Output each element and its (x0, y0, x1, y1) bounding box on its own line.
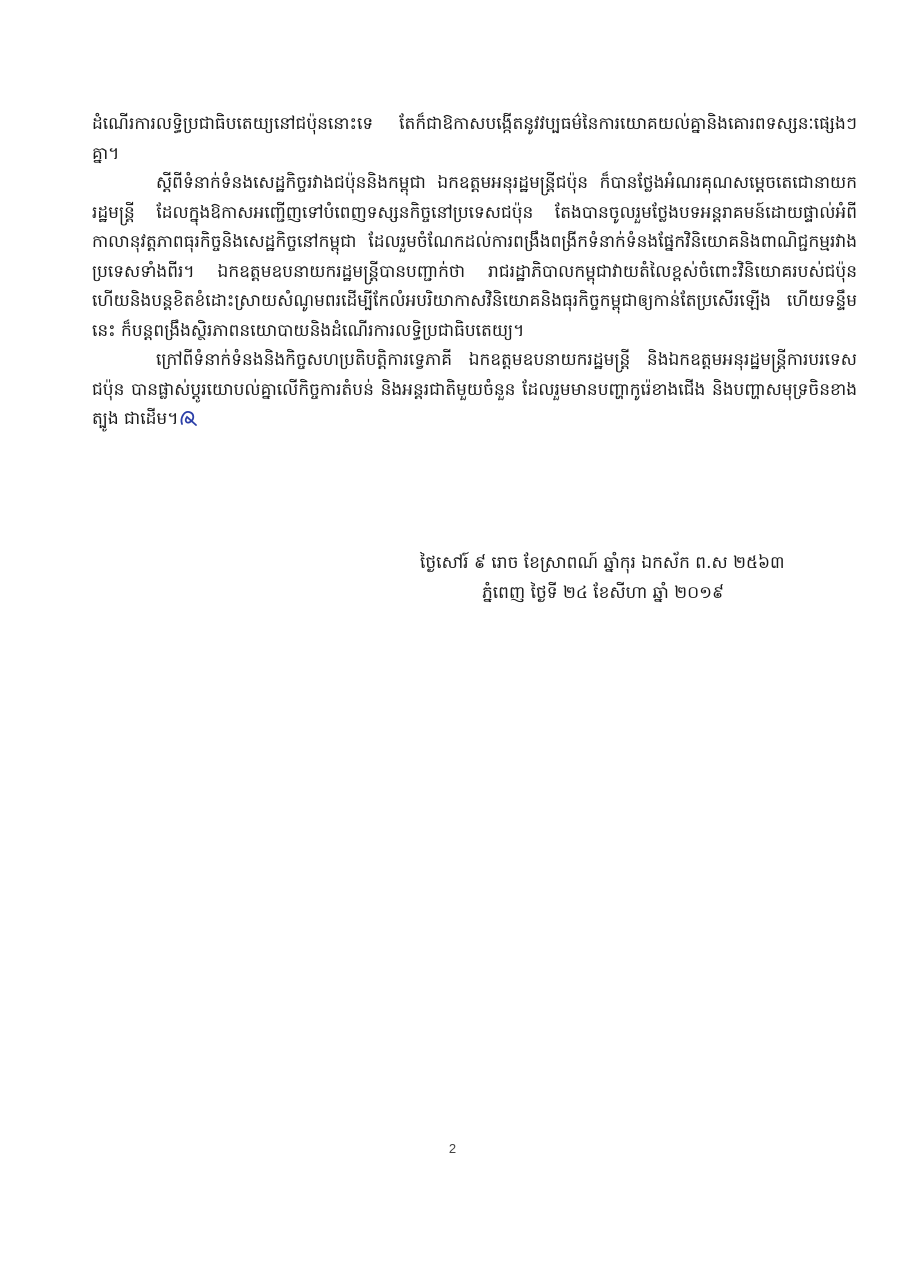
paragraph-economic-relations: ស្តីពីទំនាក់ទំនងសេដ្ឋកិច្ចរវាងជប៉ុននិងកម្ពុជា ឯកឧត្តមអនុរដ្ឋមន្ត្រីជប៉ុន ក៏បានថ្លែងអំណរគុណសម្តេចតេជោនាយករដ្ឋមន្ត្រី ដែលក្នុងឱកាសអញ្ជើញទៅបំពេញទស្សនកិច្ចនៅប្រទេសជប៉ុន តែងបានចូលរួមថ្លែងបទអន្តរាគមន៍ដោយផ្ទាល់អំពីកាលានុវត្តភាពធុរកិច្ចនិងសេដ្ឋកិច្ចនៅកម្ពុជា ដែលរួមចំណែកដល់ការពង្រឹងពង្រីកទំនាក់ទំនងផ្នែកវិនិយោគនិងពាណិជ្ជកម្មរវាងប្រទេសទាំងពីរ។ ឯកឧត្តមឧបនាយករដ្ឋមន្ត្រីបានបញ្ជាក់ថា រាជរដ្ឋាភិបាលកម្ពុជាវាយតំលៃខ្ពស់ចំពោះវិនិយោគរបស់ជប៉ុន ហើយនិងបន្តខិតខំដោះស្រាយសំណូមពរដើម្បីកែលំអបរិយាកាសវិនិយោគនិងធុរកិច្ចកម្ពុជាឲ្យកាន់តែប្រសើរឡើង ហើយទន្ទឹមនេះ ក៏បន្តពង្រឹងស្ថិរភាពនយោបាយនិងដំណើរការលទ្ធិប្រជាធិបតេយ្យ។ (92, 173, 857, 341)
paragraph-continuation: ដំណើរការលទ្ធិប្រជាធិបតេយ្យនៅជប៉ុននោះទេ តែក៏ជាឱកាសបង្កើតនូវវប្បធម៌នៃការយោគយល់គ្នានិងគោរពទស្សនៈផ្សេងៗគ្នា។ (92, 114, 857, 164)
date-block (420, 548, 860, 608)
initial-mark-icon (178, 408, 200, 428)
page-number: 2 (448, 1141, 457, 1156)
document-body (92, 110, 857, 435)
paragraph-regional-issues (92, 346, 857, 435)
place-date: ភ្នំពេញ ថ្ងៃទី ២៤ ខែសីហា ឆ្នាំ ២០១៩ (482, 583, 725, 603)
lunar-date: ថ្ងៃសៅរ៍ ៩ រោច ខែស្រាពណ៍ ឆ្នាំកុរ ឯកស័ក ព.ស ២៥៦៣ (420, 553, 785, 573)
paragraph-regional-issues-text: ក្រៅពីទំនាក់ទំនងនិងកិច្ចសហប្រតិបត្តិការទ្វេភាគី ឯកឧត្តមឧបនាយករដ្ឋមន្ត្រី និងឯកឧត្តមអនុរដ្ឋមន្ត្រីការបរទេសជប៉ុន បានផ្លាស់ប្តូរយោបល់គ្នាលើកិច្ចការតំបន់ និងអន្តរជាតិមួយចំនួន ដែលរួមមានបញ្ហាកូរ៉េខាងជើង និងបញ្ហាសមុទ្រចិនខាងត្បូង ជាដើម។ (92, 350, 857, 429)
